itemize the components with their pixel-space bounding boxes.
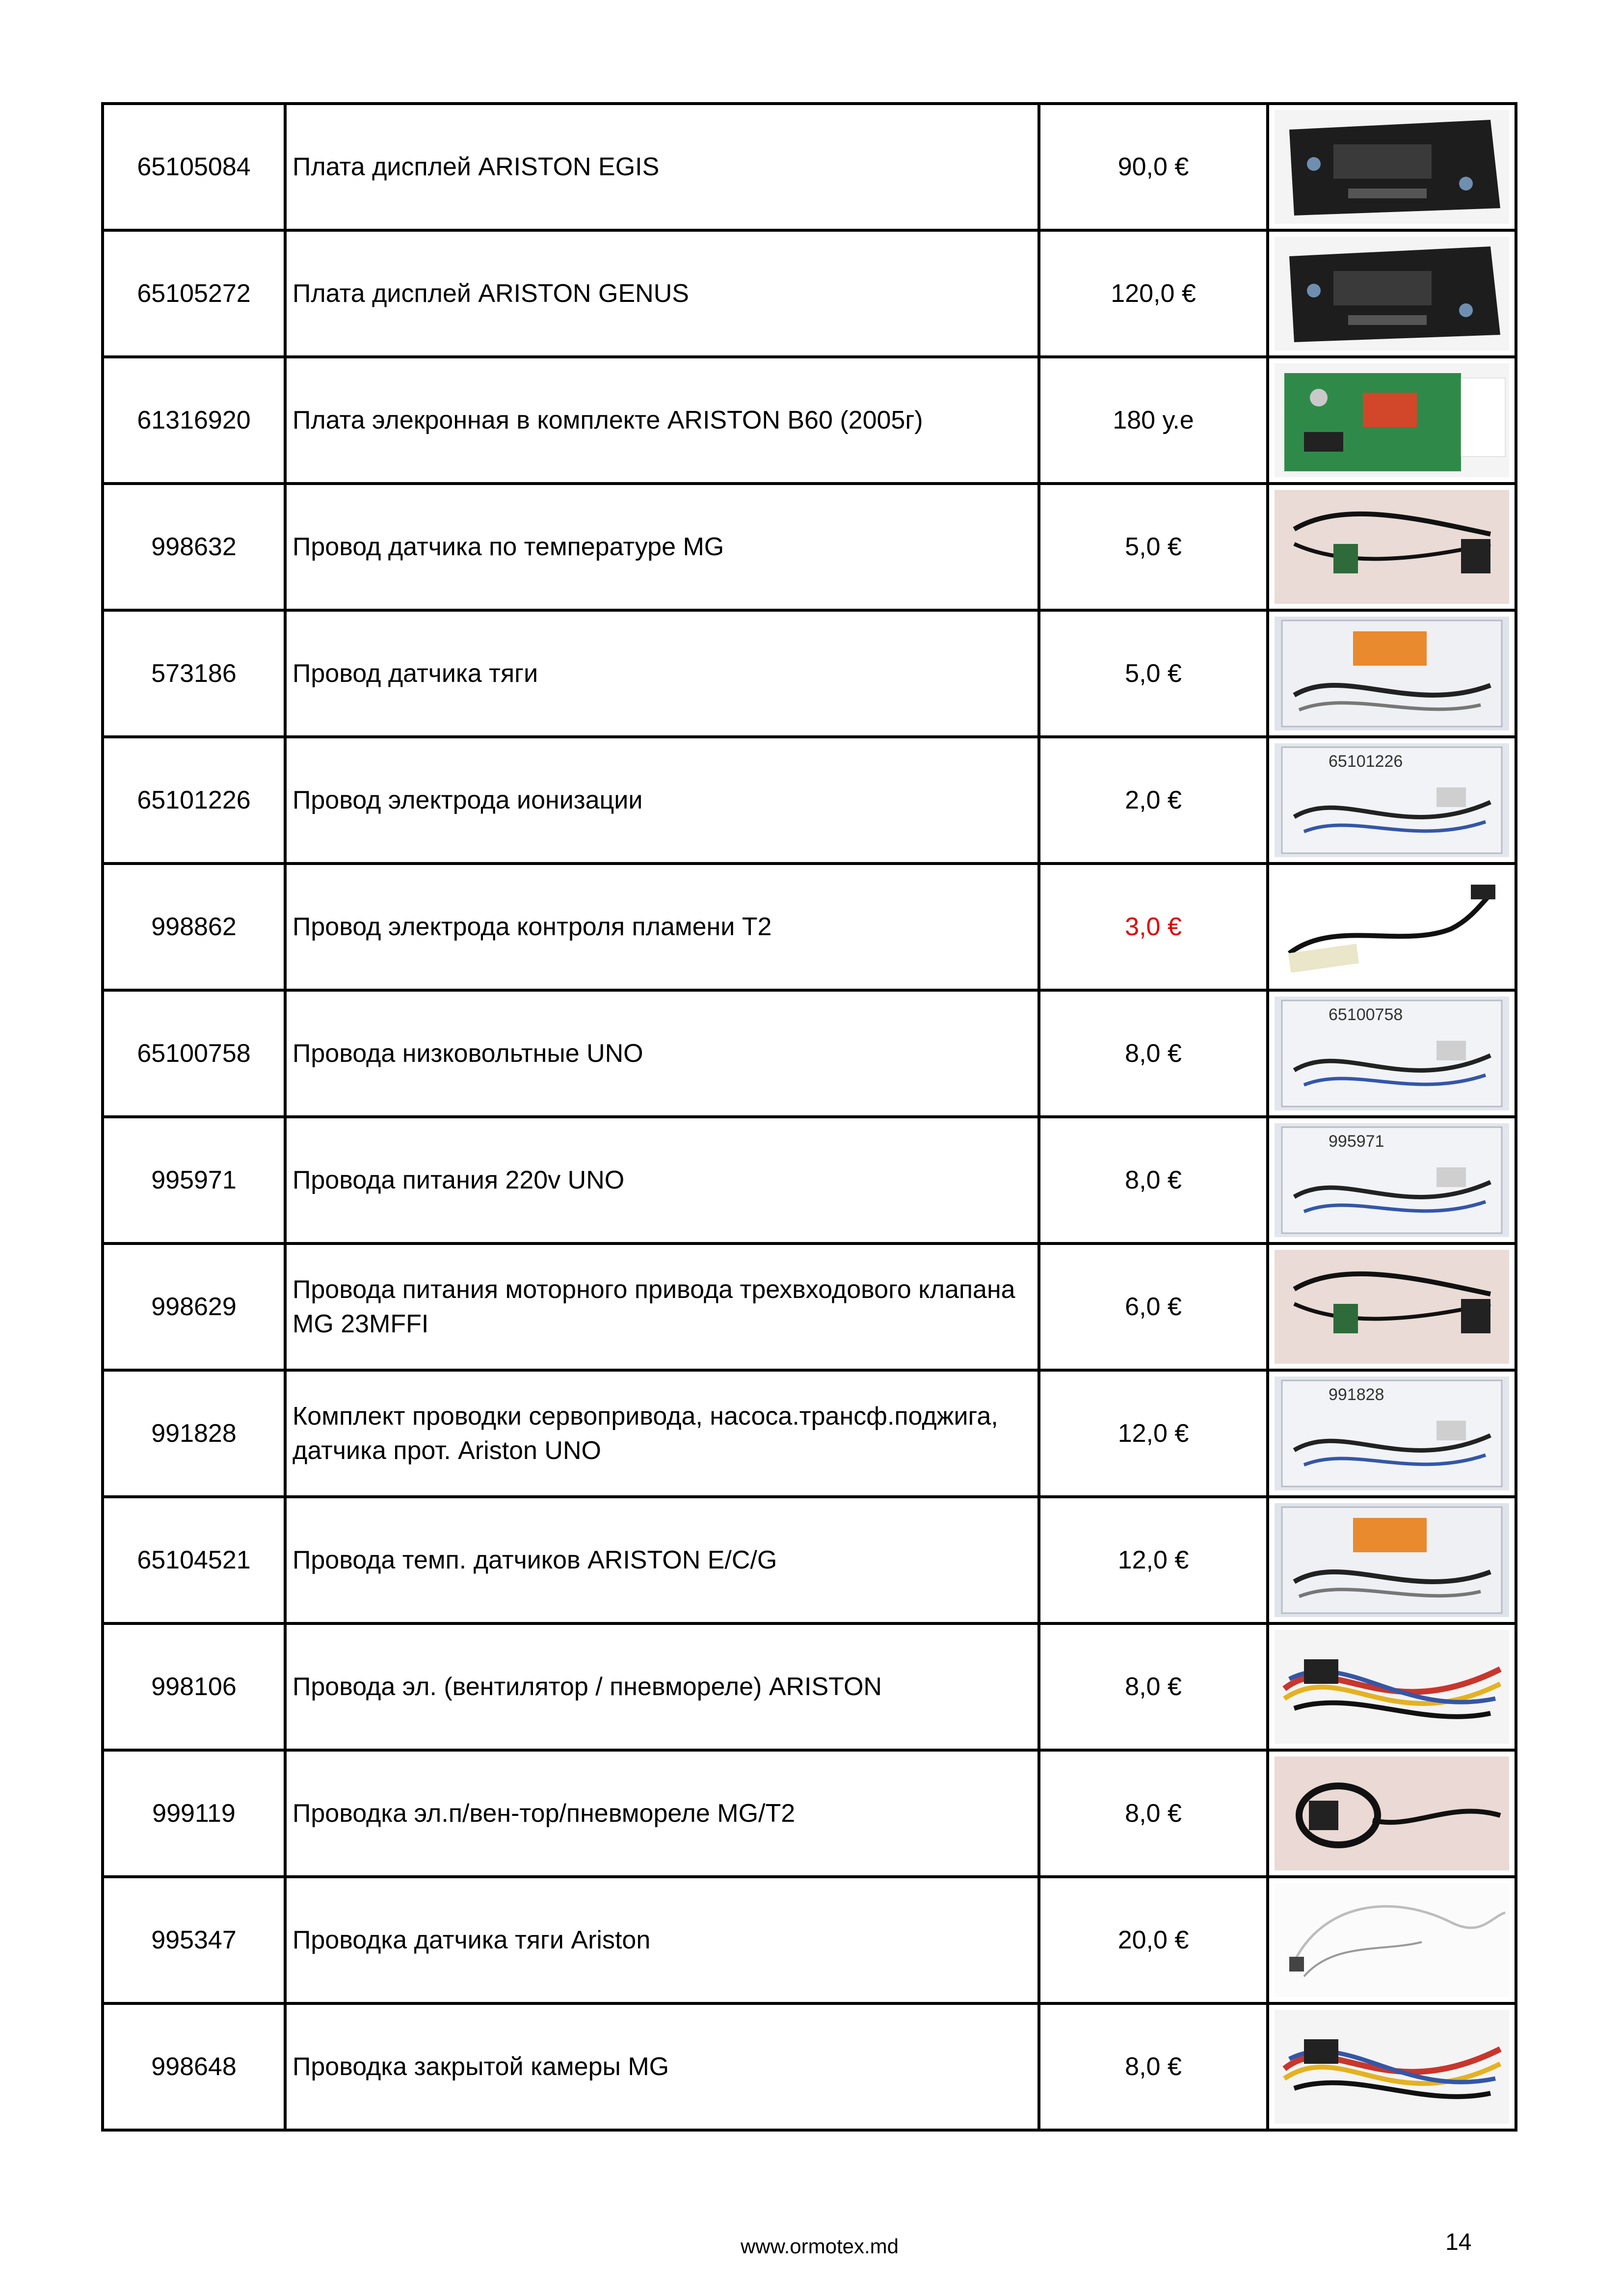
part-photo-wire-in-bag-labelled	[1275, 1377, 1509, 1490]
part-price: 6,0 €	[1039, 1243, 1268, 1370]
footer-website-url[interactable]: www.ormotex.md	[740, 2235, 899, 2258]
svg-text:995971: 995971	[1329, 1132, 1384, 1151]
part-photo-wire-harness	[1275, 1250, 1509, 1364]
part-photo-cell	[1268, 104, 1516, 230]
part-photo-control-board	[1275, 363, 1509, 477]
part-photo-wire-in-bag	[1275, 617, 1509, 730]
table-row	[103, 1117, 1516, 1243]
table-row	[103, 1877, 1516, 2003]
part-photo-cell	[1268, 2003, 1516, 2130]
part-description: Провода эл. (вентилятор / пневмореле) ARISTON	[285, 1623, 1039, 1750]
part-description: Проводка закрытой камеры MG	[285, 2003, 1039, 2130]
part-photo-wire-harness	[1275, 490, 1509, 604]
table-row	[103, 1243, 1516, 1370]
part-price: 120,0 €	[1039, 230, 1268, 357]
part-description: Провод электрода контроля пламени T2	[285, 864, 1039, 990]
part-description: Комплект проводки сервопривода, насоса.трансф.поджига, датчика прот. Ariston UNO	[285, 1370, 1039, 1497]
part-photo-display-board	[1275, 110, 1509, 224]
svg-text:991828: 991828	[1329, 1385, 1384, 1404]
part-code: 995971	[103, 1117, 285, 1243]
table-row	[103, 357, 1516, 484]
part-photo-cell	[1268, 1243, 1516, 1370]
part-photo-display-board-genus	[1275, 237, 1509, 351]
part-code: 65105272	[103, 230, 285, 357]
part-price: 8,0 €	[1039, 1750, 1268, 1877]
part-price: 12,0 €	[1039, 1370, 1268, 1497]
part-code: 999119	[103, 1750, 285, 1877]
page-number: 14	[1445, 2229, 1472, 2255]
part-photo-cell	[1268, 610, 1516, 737]
part-photo-cell	[1268, 990, 1516, 1117]
part-photo-cell	[1268, 357, 1516, 484]
part-photo-cell	[1268, 1623, 1516, 1750]
part-code: 65105084	[103, 104, 285, 230]
part-photo-thin-white-wire	[1275, 1883, 1509, 1997]
part-code: 998648	[103, 2003, 285, 2130]
part-code: 65100758	[103, 990, 285, 1117]
part-code: 998629	[103, 1243, 285, 1370]
part-description: Проводка датчика тяги Ariston	[285, 1877, 1039, 2003]
part-price: 5,0 €	[1039, 484, 1268, 610]
table-row	[103, 1370, 1516, 1497]
table-row	[103, 104, 1516, 230]
part-code: 998632	[103, 484, 285, 610]
part-photo-colored-harness	[1275, 2010, 1509, 2124]
part-code: 995347	[103, 1877, 285, 2003]
parts-price-table	[101, 102, 1517, 2132]
table-row	[103, 864, 1516, 990]
part-price: 3,0 €	[1039, 864, 1268, 990]
part-photo-wire-in-bag-labelled	[1275, 997, 1509, 1110]
part-code: 65101226	[103, 737, 285, 864]
svg-text:65101226: 65101226	[1329, 752, 1403, 771]
part-photo-cell	[1268, 864, 1516, 990]
part-code: 573186	[103, 610, 285, 737]
part-photo-electrode-wire	[1275, 870, 1509, 984]
part-price: 8,0 €	[1039, 2003, 1268, 2130]
part-photo-cell	[1268, 1370, 1516, 1497]
part-photo-cell	[1268, 230, 1516, 357]
part-description: Проводка эл.п/вен-тор/пневмореле MG/T2	[285, 1750, 1039, 1877]
part-description: Провода низковольтные UNO	[285, 990, 1039, 1117]
part-photo-wire-in-bag-labelled	[1275, 1123, 1509, 1237]
part-code: 998862	[103, 864, 285, 990]
part-photo-cell	[1268, 484, 1516, 610]
part-price: 8,0 €	[1039, 1623, 1268, 1750]
part-photo-colored-harness	[1275, 1630, 1509, 1744]
table-row	[103, 484, 1516, 610]
part-description: Плата дисплей ARISTON EGIS	[285, 104, 1039, 230]
part-description: Провода питания моторного привода трехвходового клапана MG 23MFFI	[285, 1243, 1039, 1370]
part-description: Провода темп. датчиков ARISTON E/C/G	[285, 1497, 1039, 1623]
part-description: Плата дисплей ARISTON GENUS	[285, 230, 1039, 357]
table-row	[103, 990, 1516, 1117]
part-description: Плата элекронная в комплекте ARISTON B60 (2005г)	[285, 357, 1039, 484]
part-photo-wire-in-bag	[1275, 1503, 1509, 1617]
part-price: 90,0 €	[1039, 104, 1268, 230]
table-row	[103, 610, 1516, 737]
svg-text:65100758: 65100758	[1329, 1005, 1403, 1024]
part-price: 20,0 €	[1039, 1877, 1268, 2003]
table-row	[103, 1750, 1516, 1877]
part-photo-cell	[1268, 1750, 1516, 1877]
part-price: 8,0 €	[1039, 1117, 1268, 1243]
part-price: 12,0 €	[1039, 1497, 1268, 1623]
part-code: 991828	[103, 1370, 285, 1497]
part-price: 2,0 €	[1039, 737, 1268, 864]
part-code: 65104521	[103, 1497, 285, 1623]
part-photo-cell	[1268, 1117, 1516, 1243]
part-description: Провод датчика по температуре MG	[285, 484, 1039, 610]
table-row	[103, 1623, 1516, 1750]
table-row	[103, 2003, 1516, 2130]
table-row	[103, 1497, 1516, 1623]
part-code: 998106	[103, 1623, 285, 1750]
table-row	[103, 230, 1516, 357]
part-description: Провод датчика тяги	[285, 610, 1039, 737]
part-photo-cell	[1268, 1497, 1516, 1623]
part-price: 5,0 €	[1039, 610, 1268, 737]
part-photo-cell	[1268, 1877, 1516, 2003]
part-code: 61316920	[103, 357, 285, 484]
part-photo-cell	[1268, 737, 1516, 864]
part-price: 8,0 €	[1039, 990, 1268, 1117]
part-description: Провод электрода ионизации	[285, 737, 1039, 864]
table-row	[103, 737, 1516, 864]
part-description: Провода питания 220v UNO	[285, 1117, 1039, 1243]
part-photo-black-cable	[1275, 1756, 1509, 1870]
part-photo-wire-in-bag-labelled	[1275, 743, 1509, 857]
table-body	[103, 104, 1516, 2130]
part-price: 180 у.е	[1039, 357, 1268, 484]
